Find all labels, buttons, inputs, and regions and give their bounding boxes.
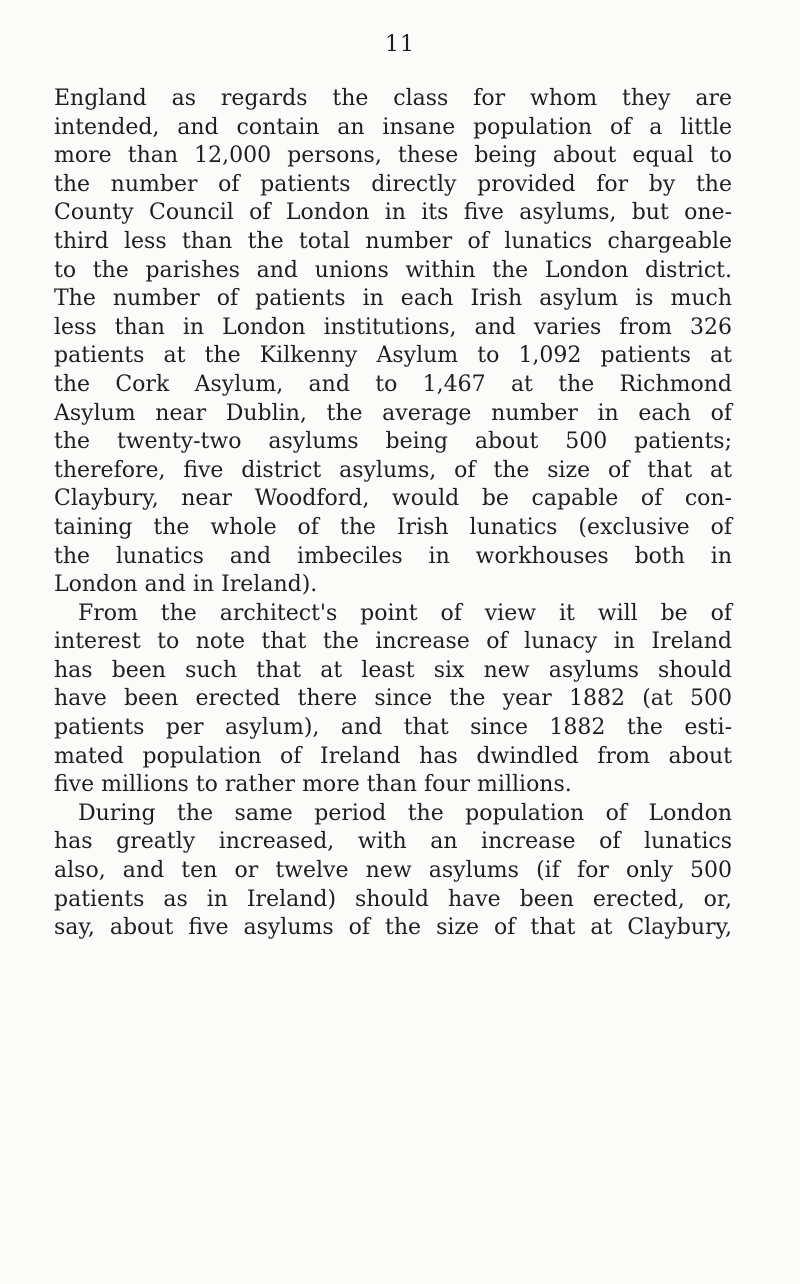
text-line: patients per asylum), and that since 1882 the esti- xyxy=(54,715,732,741)
text-line: the number of patients directly provided for by the xyxy=(54,171,732,197)
text-line: has greatly increased, with an increase of lunatics xyxy=(54,829,732,855)
text-line: England as regards the class for whom they are xyxy=(54,86,732,111)
text-line: the twenty-two asylums being about 500 patients; xyxy=(54,429,732,455)
text-line: patients at the Kilkenny Asylum to 1,092 patients at xyxy=(54,343,732,369)
text-line: The number of patients in each Irish asylum is much xyxy=(54,286,732,312)
text-line: the Cork Asylum, and to 1,467 at the Richmond xyxy=(54,371,732,397)
text-line: third less than the total number of lunatics chargeable xyxy=(54,228,732,254)
text-line: also, and ten or twelve new asylums (if for only 500 xyxy=(54,858,732,884)
text-line: the lunatics and imbeciles in workhouses both in xyxy=(54,543,732,569)
text-line: say, about five asylums of the size of that at Claybury, xyxy=(54,915,732,941)
text-line: mated population of Ireland has dwindled from about xyxy=(54,743,732,769)
text-line: have been erected there since the year 1882 (at 500 xyxy=(54,686,732,712)
text-line: Claybury, near Woodford, would be capable of con- xyxy=(54,486,732,512)
text-line: interest to note that the increase of lunacy in Ireland xyxy=(54,629,732,655)
text-line: five millions to rather more than four millions. xyxy=(54,772,572,798)
page-number: 11 xyxy=(385,32,415,57)
text-line: less than in London institutions, and varies from 326 xyxy=(54,314,732,340)
text-line: taining the whole of the Irish lunatics (exclusive of xyxy=(54,514,732,540)
text-line: From the architect's point of view it will be of xyxy=(78,600,732,626)
text-line: Asylum near Dublin, the average number in each of xyxy=(54,400,732,426)
text-line: therefore, five district asylums, of the size of that at xyxy=(54,457,732,483)
body-text xyxy=(54,85,732,943)
text-line: County Council of London in its five asylums, but one- xyxy=(54,200,732,226)
text-line: intended, and contain an insane population of a little xyxy=(54,114,732,140)
text-line: has been such that at least six new asylums should xyxy=(54,657,732,683)
text-line: London and in Ireland). xyxy=(54,572,318,598)
text-line: to the parishes and unions within the London district. xyxy=(54,257,732,283)
text-line: During the same period the population of London xyxy=(78,800,732,826)
text-line: patients as in Ireland) should have been erected, or, xyxy=(54,886,732,912)
text-line: more than 12,000 persons, these being about equal to xyxy=(54,143,732,169)
